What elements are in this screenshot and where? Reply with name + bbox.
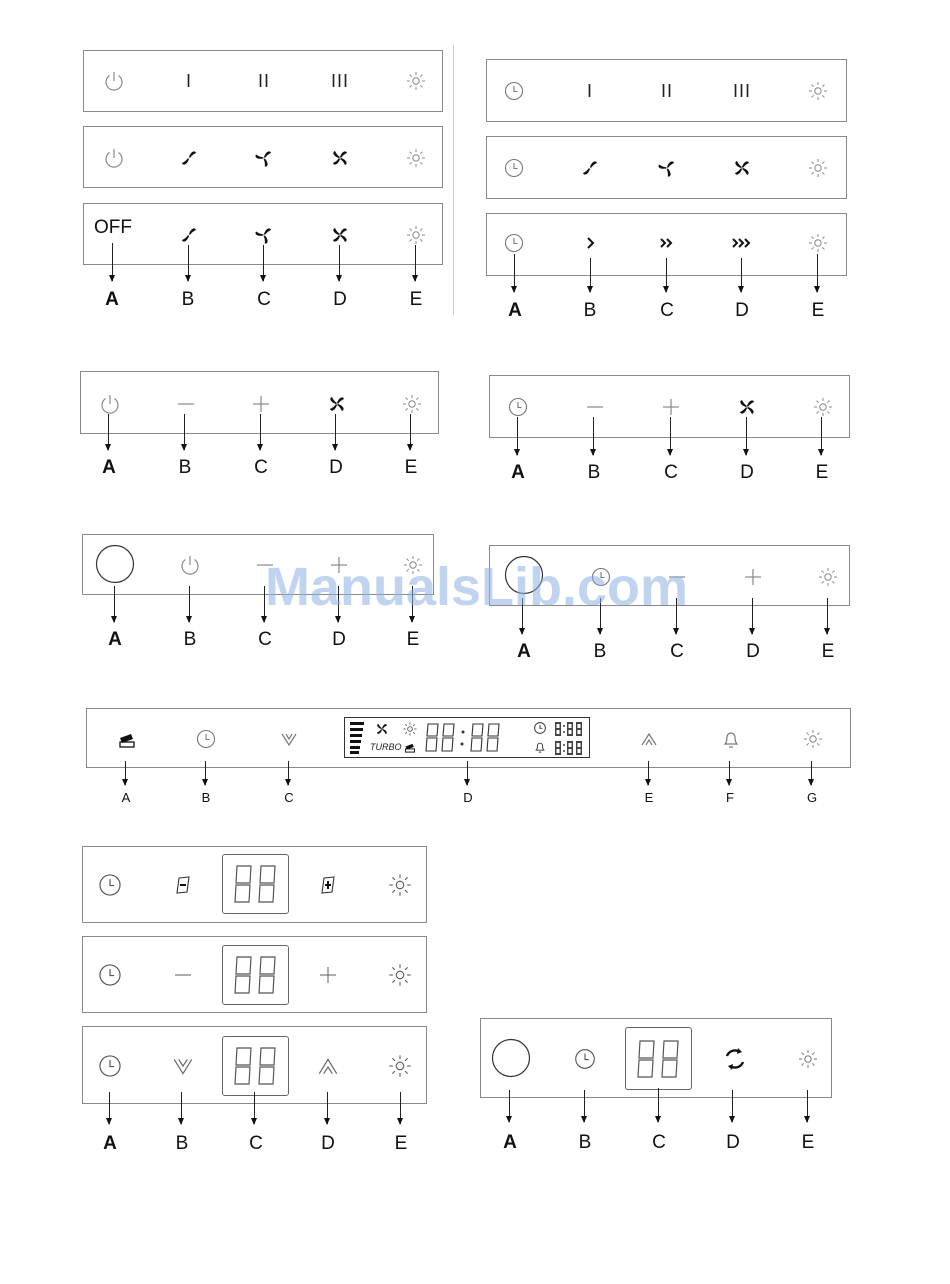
bell-icon [533, 740, 547, 759]
callout-label-c: C [670, 641, 684, 662]
callout-label-b: B [175, 1133, 189, 1154]
fan-speed-3-icon[interactable] [322, 217, 358, 253]
fan-speed-3-icon[interactable] [724, 150, 760, 186]
callout-arrow [112, 243, 113, 281]
callout-arrow [205, 761, 206, 785]
callout-label-e: E [821, 641, 835, 662]
callout-label-c: C [652, 1132, 666, 1153]
callout-label-g: G [806, 790, 818, 805]
watermark: ManualsLib.com [265, 557, 689, 617]
callout-label-a: A [517, 641, 531, 662]
fan-speed-1-icon[interactable] [171, 140, 207, 176]
light-icon[interactable] [382, 957, 418, 993]
callout-label-b: B [587, 462, 601, 483]
callout-arrow [514, 254, 515, 292]
chevron-up-icon[interactable] [310, 1048, 346, 1084]
callout-arrow [811, 761, 812, 785]
callout-label-a: A [108, 629, 122, 650]
callout-arrow [410, 414, 411, 450]
knob-icon[interactable] [93, 541, 137, 587]
callout-label-d: D [740, 462, 754, 483]
clock-icon[interactable] [188, 721, 224, 757]
plus-icon[interactable] [653, 389, 689, 425]
callout-arrow [752, 598, 753, 634]
callout-arrow [746, 417, 747, 455]
panel-power-fan [83, 126, 443, 188]
callout-arrow [658, 1088, 659, 1122]
callout-arrow [729, 761, 730, 785]
speed-2-button[interactable]: II [257, 70, 270, 91]
callout-arrow [108, 414, 109, 450]
callout-arrow [666, 258, 667, 292]
fan-speed-2-icon[interactable] [246, 140, 282, 176]
callout-arrow [648, 761, 649, 785]
callout-label-e: E [409, 289, 423, 310]
callout-arrow [260, 414, 261, 450]
callout-label-a: A [102, 457, 116, 478]
timer-digits-icon [554, 721, 588, 742]
callout-label-a: A [508, 300, 522, 321]
light-icon[interactable] [810, 559, 846, 595]
light-icon[interactable] [805, 389, 841, 425]
callout-label-d: D [329, 457, 343, 478]
panel-knob-timer-display-cycle [480, 1018, 832, 1098]
light-icon[interactable] [382, 1048, 418, 1084]
off-button[interactable]: OFF [94, 217, 132, 238]
fan-speed-1-icon[interactable] [572, 150, 608, 186]
callout-label-c: C [664, 462, 678, 483]
clock-icon[interactable] [496, 73, 532, 109]
power-icon[interactable] [96, 140, 132, 176]
fan-speed-2-icon[interactable] [649, 150, 685, 186]
power-icon[interactable] [172, 547, 208, 583]
callout-arrow [584, 1090, 585, 1122]
callout-arrow [590, 258, 591, 292]
callout-label-b: B [578, 1132, 592, 1153]
callout-arrow [109, 1092, 110, 1124]
clock-icon[interactable] [92, 1048, 128, 1084]
light-icon[interactable] [800, 150, 836, 186]
panel-timer-fan [486, 136, 847, 199]
light-icon[interactable] [790, 1041, 826, 1077]
callout-label-a: A [103, 1133, 117, 1154]
clock-icon[interactable] [500, 389, 536, 425]
panel-timer-speed-roman [486, 59, 847, 122]
callout-arrow [263, 245, 264, 281]
cycle-icon[interactable] [717, 1041, 753, 1077]
callout-arrow [415, 245, 416, 281]
light-icon[interactable] [800, 225, 836, 261]
callout-arrow [817, 254, 818, 292]
segment-display-icon [232, 1046, 280, 1086]
speed-1-button[interactable]: I [586, 80, 593, 101]
callout-label-a: A [105, 289, 119, 310]
turbo-indicator: TURBO [370, 742, 402, 752]
callout-arrow [189, 586, 190, 622]
callout-label-b: B [178, 457, 192, 478]
segment-display [222, 945, 289, 1005]
clock-icon[interactable] [496, 150, 532, 186]
callout-arrow [807, 1090, 808, 1122]
callout-label-c: C [660, 300, 674, 321]
chevron-down-icon[interactable] [271, 721, 307, 757]
callout-label-d: D [735, 300, 749, 321]
plus-icon[interactable] [243, 386, 279, 422]
callout-arrow [741, 258, 742, 292]
clock-icon[interactable] [92, 957, 128, 993]
callout-label-c: C [249, 1133, 263, 1154]
callout-arrow [467, 761, 468, 785]
callout-arrow [827, 598, 828, 634]
callout-arrow [509, 1090, 510, 1122]
callout-label-d: D [332, 629, 346, 650]
callout-arrow [400, 1092, 401, 1124]
speed-1-button[interactable]: I [185, 70, 192, 91]
power-icon[interactable] [92, 386, 128, 422]
callout-label-d: D [321, 1133, 335, 1154]
speed-3-chevron-icon[interactable] [724, 225, 760, 261]
callout-label-d: D [746, 641, 760, 662]
fan-icon[interactable] [319, 386, 355, 422]
callout-label-d: D [726, 1132, 740, 1153]
light-icon[interactable] [795, 721, 831, 757]
minus-icon[interactable] [168, 386, 204, 422]
speed-2-chevron-icon[interactable] [649, 225, 685, 261]
callout-arrow [670, 417, 671, 455]
minus-icon[interactable] [165, 957, 201, 993]
callout-label-e: E [404, 457, 418, 478]
segment-display [625, 1027, 692, 1090]
callout-arrow [125, 761, 126, 785]
segment-display-icon [635, 1039, 683, 1079]
callout-arrow [327, 1092, 328, 1124]
segment-display [222, 854, 289, 914]
callout-label-b: B [181, 289, 195, 310]
callout-arrow [339, 245, 340, 281]
callout-label-e: E [811, 300, 825, 321]
plus-icon[interactable] [310, 957, 346, 993]
filter-icon[interactable] [109, 721, 145, 757]
speed-1-chevron-icon[interactable] [572, 225, 608, 261]
plus-box-icon[interactable] [310, 867, 346, 903]
callout-arrow [335, 414, 336, 450]
callout-label-c: C [258, 629, 272, 650]
callout-label-e: E [801, 1132, 815, 1153]
segment-display-icon [232, 864, 280, 904]
filter-icon [403, 740, 417, 759]
speed-3-button[interactable]: III [732, 80, 751, 101]
callout-arrow [517, 417, 518, 455]
clock-icon[interactable] [92, 867, 128, 903]
column-divider [453, 45, 454, 315]
lcd-display [344, 717, 590, 758]
clock-icon [533, 721, 547, 740]
callout-label-b: B [593, 641, 607, 662]
chevron-down-icon[interactable] [165, 1048, 201, 1084]
clock-icon[interactable] [567, 1041, 603, 1077]
callout-arrow [732, 1090, 733, 1122]
fan-icon[interactable] [729, 389, 765, 425]
callout-label-e: E [815, 462, 829, 483]
callout-arrow [114, 586, 115, 622]
main-time-display-icon [425, 722, 509, 759]
callout-label-d: D [333, 289, 347, 310]
callout-label-a: A [121, 790, 131, 805]
callout-label-c: C [284, 790, 294, 805]
speed-3-button[interactable]: III [330, 70, 349, 91]
callout-arrow [188, 245, 189, 281]
callout-arrow [288, 761, 289, 785]
callout-label-d: D [463, 790, 473, 805]
fan-icon [374, 721, 390, 742]
callout-label-b: B [583, 300, 597, 321]
light-icon[interactable] [398, 217, 434, 253]
plus-icon[interactable] [735, 559, 771, 595]
callout-label-c: C [254, 457, 268, 478]
fan-speed-3-icon[interactable] [322, 140, 358, 176]
speed-2-button[interactable]: II [660, 80, 673, 101]
power-icon[interactable] [96, 63, 132, 99]
callout-label-a: A [503, 1132, 517, 1153]
callout-label-a: A [511, 462, 525, 483]
panel-minus-plus-display [82, 936, 427, 1013]
callout-arrow [181, 1092, 182, 1124]
fan-speed-2-icon[interactable] [246, 217, 282, 253]
light-icon [402, 721, 418, 742]
alarm-digits-icon [554, 740, 588, 761]
callout-arrow [821, 417, 822, 455]
fan-speed-1-icon[interactable] [171, 217, 207, 253]
power-level-bars-icon [350, 722, 364, 759]
light-icon[interactable] [398, 140, 434, 176]
callout-label-e: E [644, 790, 654, 805]
panel-power-speed-roman [83, 50, 443, 112]
light-icon[interactable] [382, 867, 418, 903]
bell-icon[interactable] [713, 721, 749, 757]
callout-arrow [593, 417, 594, 455]
callout-label-e: E [394, 1133, 408, 1154]
chevron-up-icon[interactable] [631, 721, 667, 757]
callout-arrow [184, 414, 185, 450]
knob-icon[interactable] [489, 1035, 533, 1081]
minus-icon[interactable] [577, 389, 613, 425]
callout-label-c: C [257, 289, 271, 310]
callout-label-e: E [406, 629, 420, 650]
light-icon[interactable] [394, 386, 430, 422]
light-icon[interactable] [398, 63, 434, 99]
callout-label-f: F [726, 790, 734, 805]
light-icon[interactable] [800, 73, 836, 109]
segment-display-icon [232, 955, 280, 995]
panel-boxed-minus-plus-display [82, 846, 427, 923]
callout-label-b: B [183, 629, 197, 650]
callout-arrow [254, 1092, 255, 1124]
segment-display [222, 1036, 289, 1096]
panel-lcd-wide [86, 708, 851, 768]
minus-box-icon[interactable] [165, 867, 201, 903]
callout-label-b: B [201, 790, 211, 805]
